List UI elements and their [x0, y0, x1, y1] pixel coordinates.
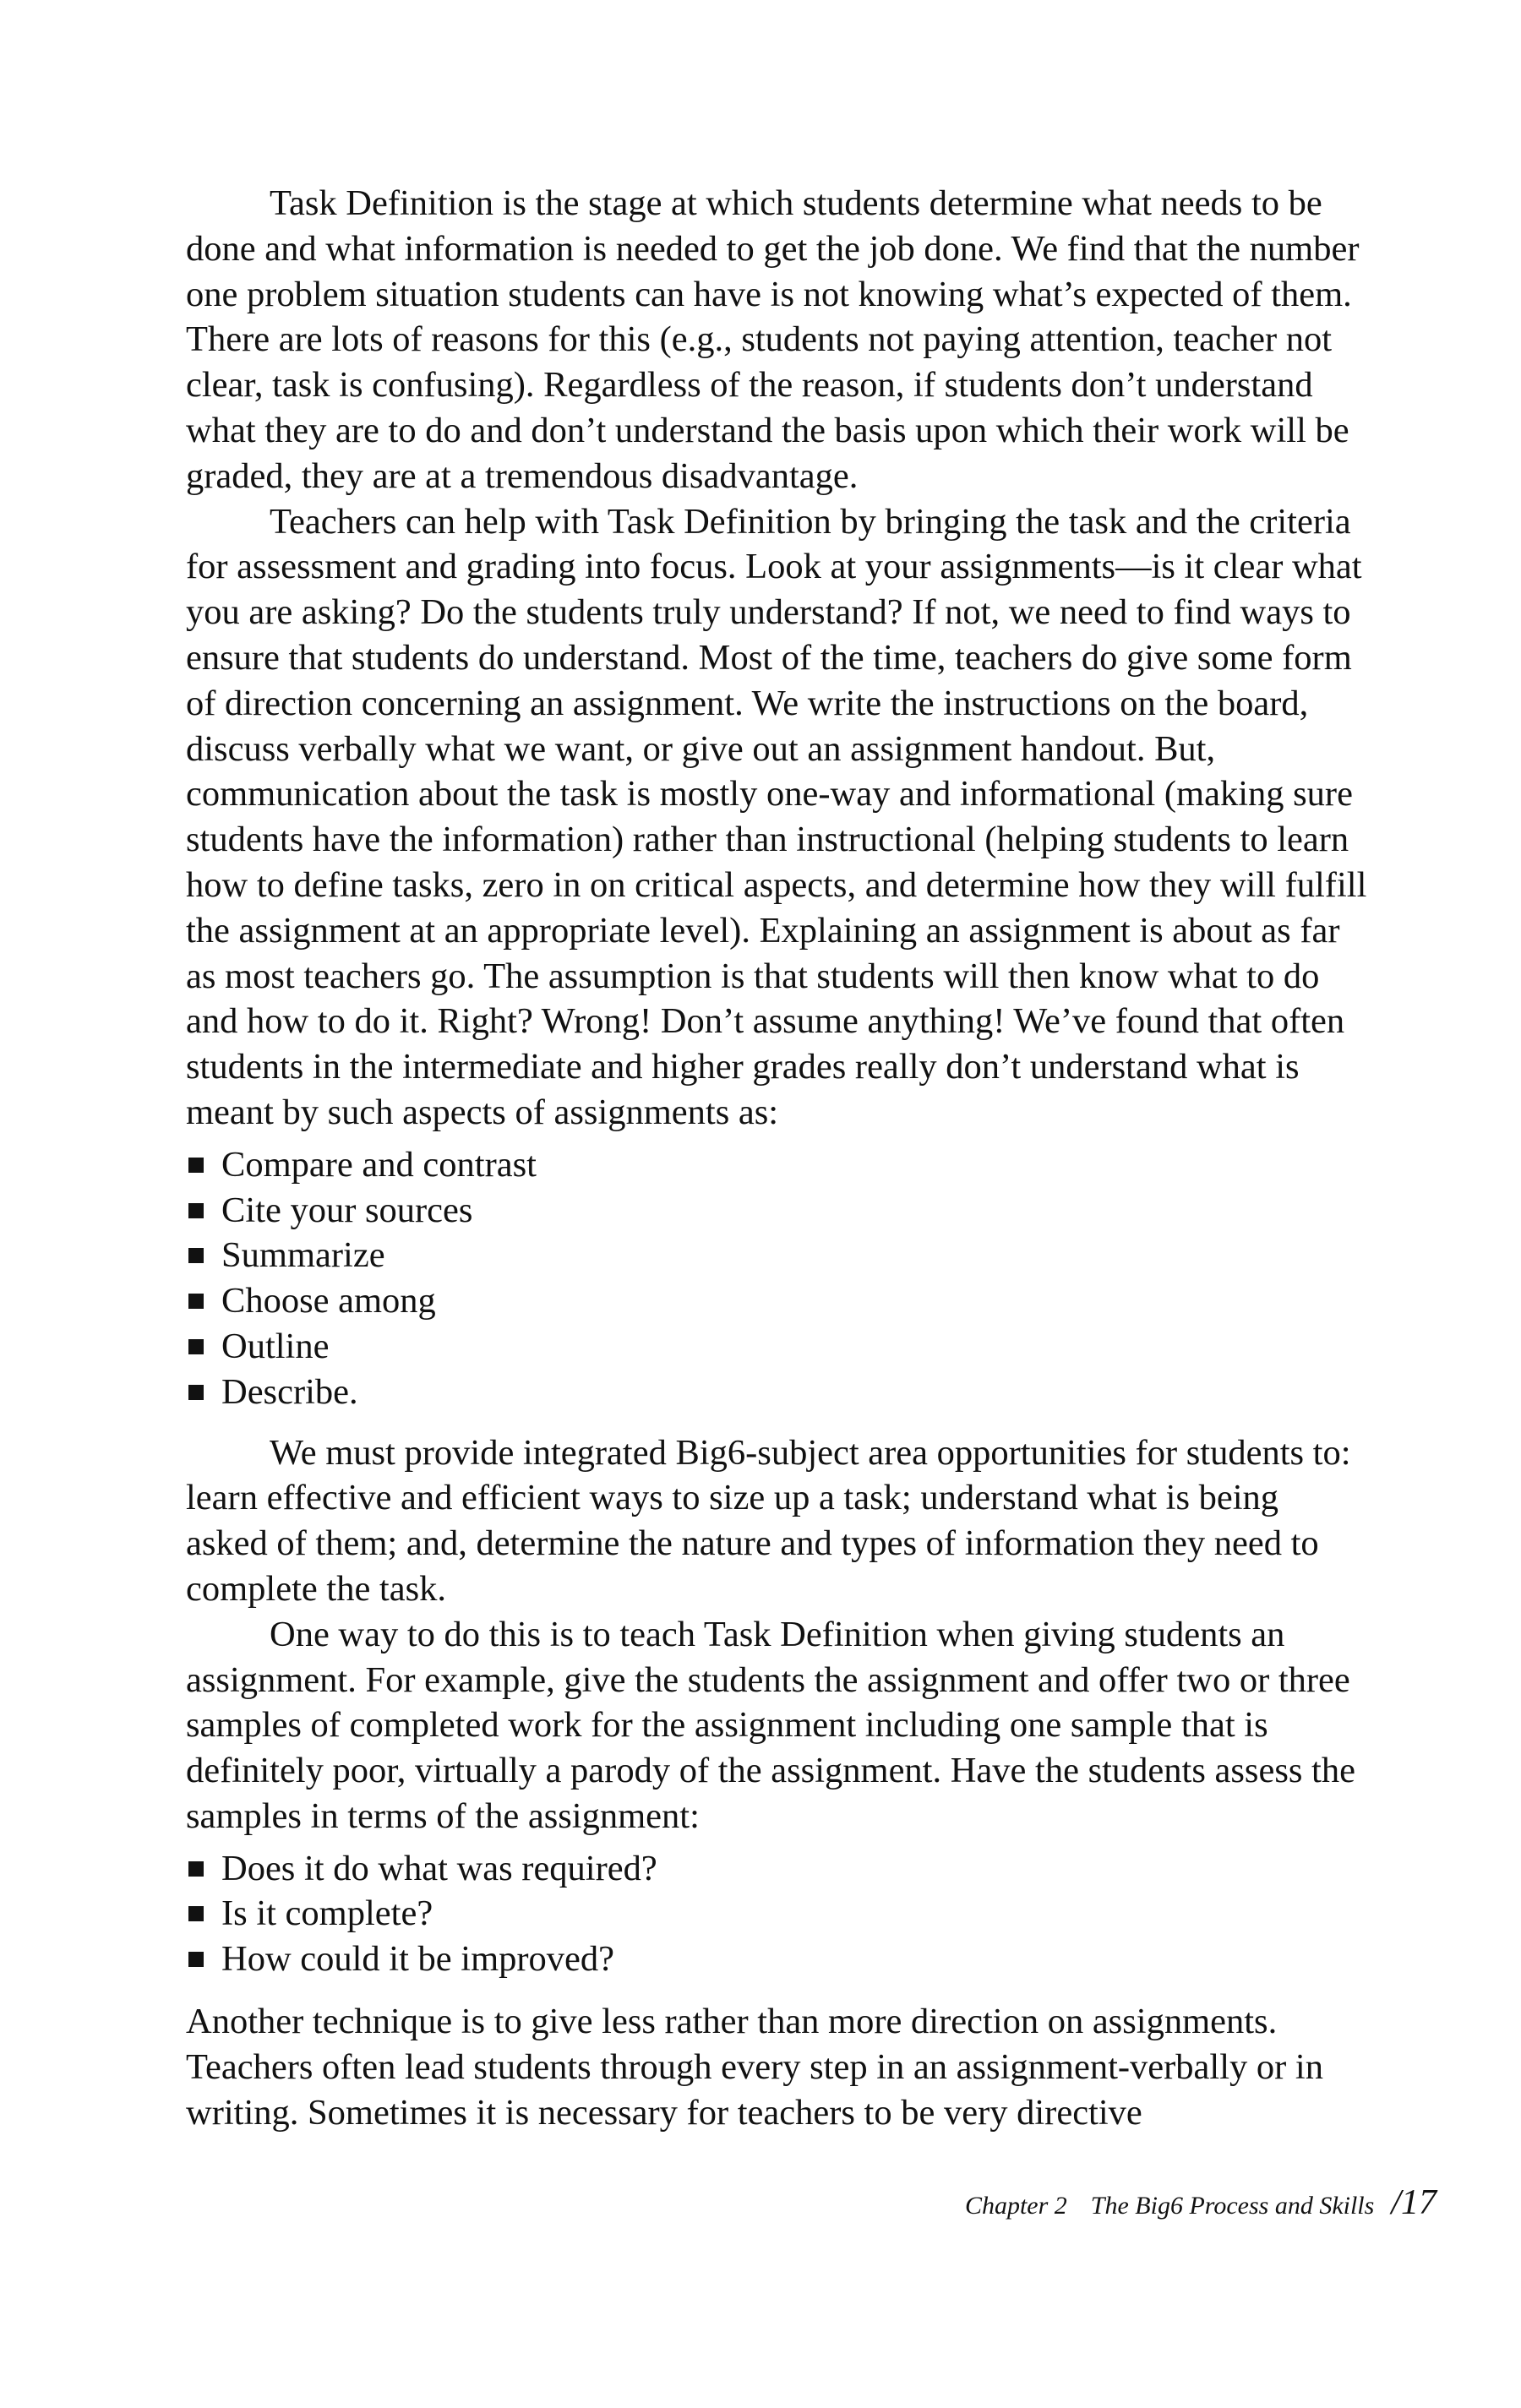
square-bullet-icon	[188, 1861, 204, 1877]
list-item-text: Choose among	[221, 1281, 436, 1321]
assessment-questions-list	[186, 1846, 1369, 1982]
square-bullet-icon	[188, 1906, 204, 1921]
list-item	[186, 1937, 1369, 1982]
list-item	[186, 1846, 1369, 1892]
square-bullet-icon	[188, 1385, 204, 1400]
list-item-text: Describe.	[221, 1371, 358, 1412]
paragraph-teachers-can-help: Teachers can help with Task Definition by bringing the task and the criteria for assessment and grading into focus. Look at your assignments—is it clear what you are asking? Do the students truly understand? If not, we need to find ways to ensure that students do understand. Most of the time, teachers do give some form of direction concerning an assignment. We write the instructions on the board, discuss verbally what we want, or give out an assignment handout. But, communication about the task is mostly one-way and informational (making sure students have the information) rather than instructional (helping students to learn how to define tasks, zero in on critical aspects, and determine how they will fulfill the assignment at an appropriate level). Explaining an assignment is about as far as most teachers go. The assumption is that students will then know what to do and how to do it. Right? Wrong! Don’t assume anything! We’ve found that often students in the intermediate and higher grades really don’t understand what is meant by such aspects of assignments as:	[186, 501, 1367, 1132]
page-number: /17	[1391, 2183, 1436, 2222]
list-item	[186, 1188, 1369, 1234]
list-item	[186, 1142, 1369, 1188]
body-text	[186, 181, 1369, 2135]
list-item	[186, 1891, 1369, 1937]
list-item-text: Is it complete?	[221, 1893, 433, 1934]
list-item	[186, 1324, 1369, 1370]
paragraph-task-definition: Task Definition is the stage at which students determine what needs to be done and what information is needed to get the job done. We find that the number one problem situation students can have is not knowing what’s expected of them. There are lots of reasons for this (e.g., students not paying attention, teacher not clear, task is confusing). Regardless of the reason, if students don’t understand what they are to do and don’t understand the basis upon which their work will be graded, they are at a tremendous disadvantage.	[186, 183, 1360, 496]
paragraph-one-way: One way to do this is to teach Task Definition when giving students an assignment. For example, give the students the assignment and offer two or three samples of completed work for the assignment including one sample that is definitely poor, virtually a parody of the assignment. Have the students assess the samples in terms of the assignment:	[186, 1614, 1355, 1836]
square-bullet-icon	[188, 1294, 204, 1309]
list-item	[186, 1278, 1369, 1324]
list-item-text: Compare and contrast	[221, 1144, 537, 1185]
footer-chapter-title: The Big6 Process and Skills	[1090, 2192, 1375, 2220]
list-item-text: Outline	[221, 1326, 330, 1366]
assignment-aspects-list	[186, 1142, 1369, 1415]
list-item-text: Summarize	[221, 1235, 385, 1276]
page-footer	[965, 2182, 1436, 2223]
square-bullet-icon	[188, 1158, 204, 1173]
footer-chapter-label: Chapter 2	[964, 2192, 1067, 2220]
square-bullet-icon	[188, 1203, 204, 1218]
paragraph-integrated-opportunities: We must provide integrated Big6-subject area opportunities for students to: learn effective and efficient ways to size up a task; understand what is being asked of them; and, determine the nature and types of information they need to complete the task.	[186, 1432, 1351, 1609]
square-bullet-icon	[188, 1952, 204, 1967]
list-item-text: How could it be improved?	[221, 1939, 615, 1980]
square-bullet-icon	[188, 1339, 204, 1354]
square-bullet-icon	[188, 1248, 204, 1263]
list-item	[186, 1233, 1369, 1278]
list-item-text: Does it do what was required?	[221, 1848, 657, 1888]
paragraph-another-technique: Another technique is to give less rather than more direction on assignments. Teachers often lead students through every step in an assignment-verbally or in writing. Sometimes it is necessary for teachers to be very directive	[186, 2002, 1323, 2133]
list-item-text: Cite your sources	[221, 1190, 473, 1230]
list-item	[186, 1370, 1369, 1415]
